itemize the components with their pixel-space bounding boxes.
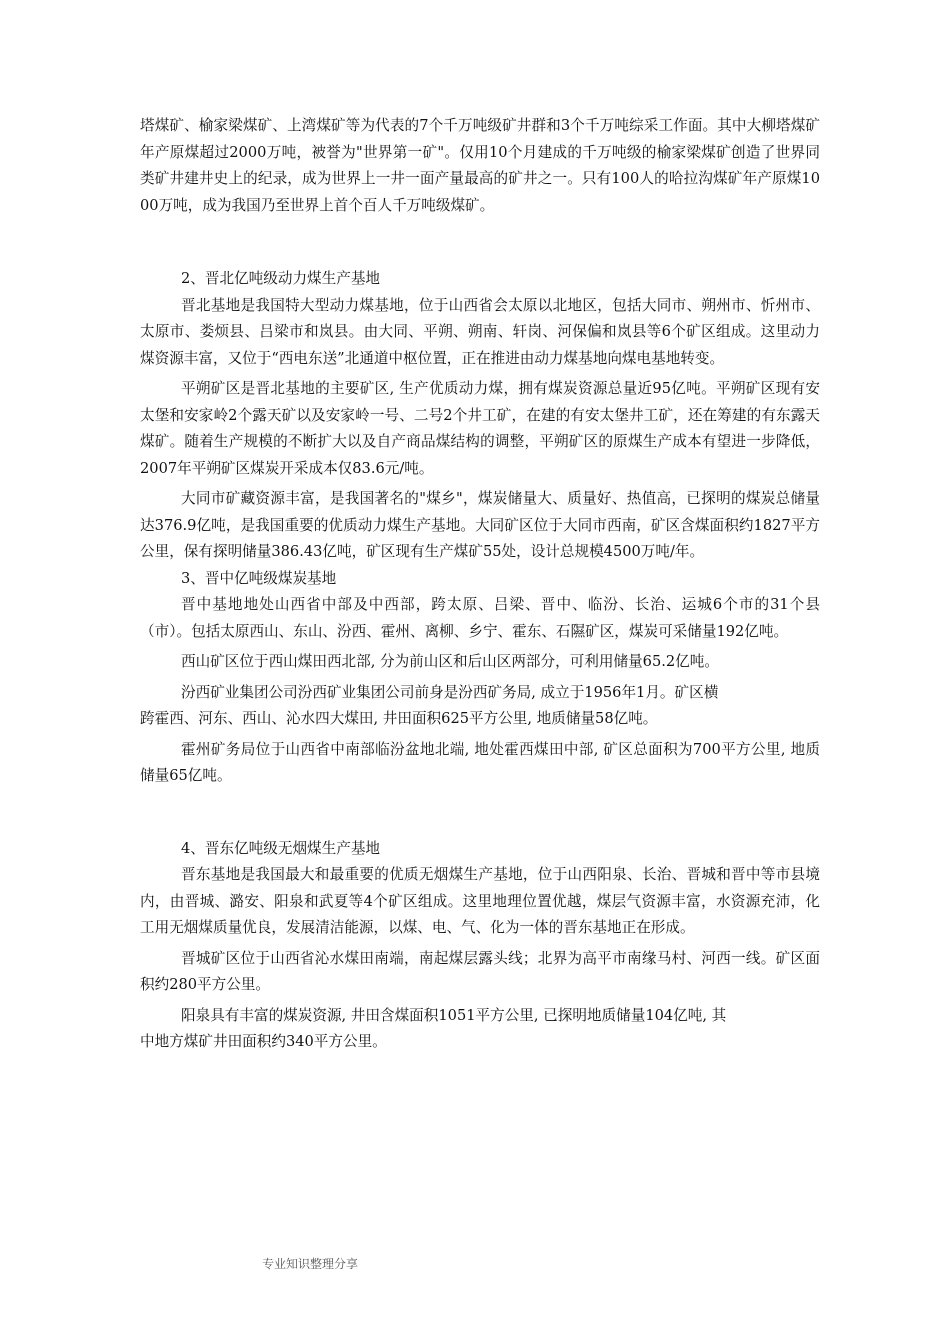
paragraph: 阳泉具有丰富的煤炭资源, 井田含煤面积1051平方公里, 已探明地质储量104亿吨, 其 [181,1006,727,1024]
paragraph: 晋中基地地处山西省中部及中西部，跨太原、吕梁、晋中、临汾、长治、运城6个市的31个县（市）。包括太原西山、东山、汾西、霍州、离柳、乡宁、霍东、石隰矿区，煤炭可采储量192亿吨。 [140,596,820,640]
paragraph: 晋北基地是我国特大型动力煤基地，位于山西省会太原以北地区，包括大同市、朔州市、忻州市、太原市、娄烦县、吕梁市和岚县。由大同、平朔、朔南、轩岗、河保偏和岚县等6个矿区组成。这里动力煤资源丰富，又位于“西电东送”北通道中枢位置，正在推进由动力煤基地向煤电基地转变。 [140,296,820,367]
paragraph-continued: 跨霍西、河东、西山、沁水四大煤田, 井田面积625平方公里, 地质储量58亿吨。 [140,710,658,727]
paragraph: 汾西矿业集团公司汾西矿业集团公司前身是汾西矿务局, 成立于1956年1月。矿区横 [181,683,719,701]
section-heading-3: 3、晋中亿吨级煤炭基地 [181,569,337,587]
paragraph: 西山矿区位于西山煤田西北部, 分为前山区和后山区两部分，可利用储量65.2亿吨。 [181,653,719,670]
paragraph-continued: 中地方煤矿井田面积约340平方公里。 [140,1033,387,1050]
paragraph-continued: 塔煤矿、榆家梁煤矿、上湾煤矿等为代表的7个千万吨级矿井群和3个千万吨综采工作面。其中大柳塔煤矿年产原煤超过2000万吨，被誉为"世界第一矿"。仅用10个月建成的千万吨级的榆家梁煤矿创造了世界同类矿井建井史上的纪录，成为世界上一井一面产量最高的矿井之一。只有100人的哈拉沟煤矿年产原煤1000万吨，成为我国乃至世界上首个百人千万吨级煤矿。 [140,117,820,214]
paragraph: 霍州矿务局位于山西省中南部临汾盆地北端, 地处霍西煤田中部, 矿区总面积为700平方公里, 地质储量65亿吨。 [140,740,820,784]
paragraph: 大同市矿藏资源丰富，是我国著名的"煤乡"，煤炭储量大、质量好、热值高，已探明的煤炭总储量达376.9亿吨，是我国重要的优质动力煤生产基地。大同矿区位于大同市西南，矿区含煤面积约1827平方公里，保有探明储量386.43亿吨，矿区现有生产煤矿55处，设计总规模4500万吨/年。 [140,490,820,560]
footer-note: 专业知识整理分享 [262,1257,359,1271]
paragraph: 平朔矿区是晋北基地的主要矿区, 生产优质动力煤，拥有煤炭资源总量近95亿吨。平朔矿区现有安太堡和安家岭2个露天矿以及安家岭一号、二号2个井工矿，在建的有安太堡井工矿，还在筹建的有东露天煤矿。随着生产规模的不断扩大以及自产商品煤结构的调整，平朔矿区的原煤生产成本有望进一步降低，2007年平朔矿区煤炭开采成本仅83.6元/吨。 [140,380,820,477]
paragraph: 晋城矿区位于山西省沁水煤田南端，南起煤层露头线；北界为高平市南缘马村、河西一线。矿区面积约280平方公里。 [140,949,820,993]
paragraph: 晋东基地是我国最大和最重要的优质无烟煤生产基地，位于山西阳泉、长治、晋城和晋中等市县境内，由晋城、潞安、阳泉和武夏等4个矿区组成。这里地理位置优越，煤层气资源丰富，水资源充沛，化工用无烟煤质量优良，发展清洁能源，以煤、电、气、化为一体的晋东基地正在形成。 [140,866,820,936]
section-heading-4: 4、晋东亿吨级无烟煤生产基地 [181,839,381,857]
document-body [140,113,820,1056]
section-heading-2: 2、晋北亿吨级动力煤生产基地 [181,270,381,287]
